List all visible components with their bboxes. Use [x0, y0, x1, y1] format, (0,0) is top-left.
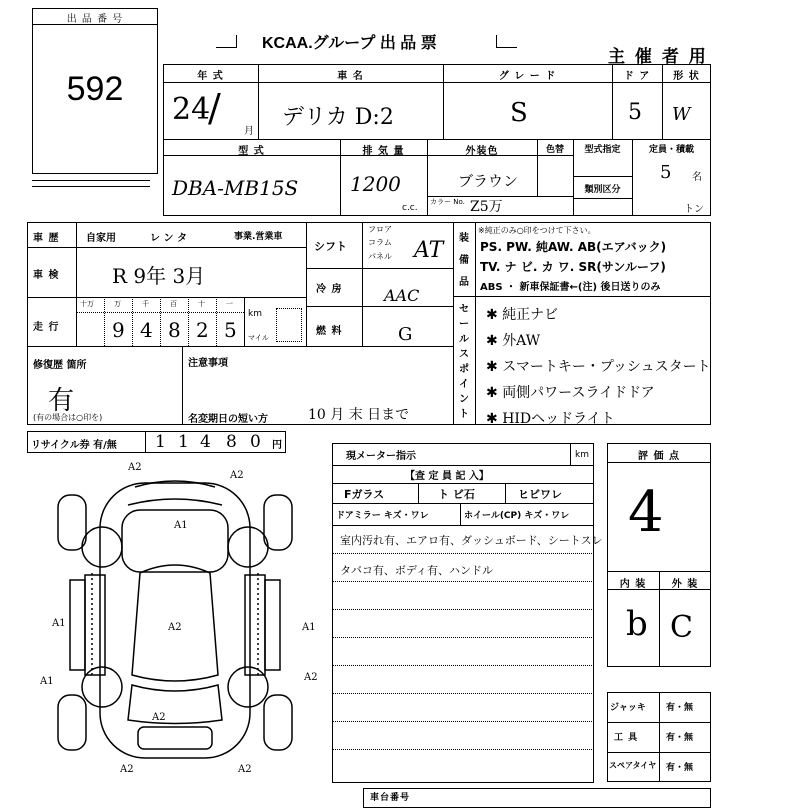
- shape-value: W: [672, 104, 691, 125]
- car-name: デリカ D:2: [282, 105, 394, 130]
- recycle-digit: 4: [200, 432, 211, 452]
- displacement-value: 1200: [350, 172, 401, 196]
- recycle-digit: 0: [250, 432, 261, 452]
- damage-mark: A2: [230, 470, 244, 481]
- recycle-digit: 1: [155, 432, 166, 452]
- mileage-digit: 9: [112, 318, 125, 342]
- damage-mark: A1: [174, 520, 188, 531]
- deadline-value: 10 月 末 日まで: [308, 407, 410, 423]
- exterior-grade: C: [670, 610, 693, 645]
- selling-point: ✱ スマートキー・プッシュスタート: [486, 359, 711, 375]
- doors-value: 5: [628, 100, 642, 125]
- interior-grade: b: [626, 604, 648, 644]
- damage-mark: A2: [128, 462, 142, 473]
- damage-mark: A2: [168, 622, 182, 633]
- repair-value: 有: [48, 386, 75, 416]
- grade-score: 4: [628, 480, 664, 545]
- capacity-value: 5: [660, 162, 672, 183]
- model-value: DBA-MB15S: [172, 176, 299, 200]
- selling-point: ✱ 両側パワースライドドア: [486, 385, 655, 401]
- selling-point: ✱ 外AW: [486, 333, 541, 349]
- shaken-value: R 9年 3月: [112, 264, 206, 288]
- selling-point: ✱ HIDヘッドライト: [486, 411, 615, 427]
- damage-mark: A1: [40, 676, 54, 687]
- exterior-color: ブラウン: [458, 172, 519, 190]
- fuel-value: G: [398, 324, 413, 345]
- year-value: 24: [172, 92, 211, 127]
- lot-number: 592: [66, 70, 124, 108]
- car-diagram: [40, 465, 325, 785]
- damage-mark: A2: [304, 672, 318, 683]
- mileage-digit: 4: [140, 318, 153, 342]
- damage-mark: A1: [302, 622, 316, 633]
- damage-mark: A2: [152, 712, 166, 723]
- lot-label: 出 品 番 号: [66, 14, 124, 25]
- inspection-comment: タバコ有、ボディ有、ハンドル: [340, 564, 494, 577]
- recycle-digit: 8: [226, 432, 237, 452]
- organizer-label: 主 催 者 用: [608, 47, 708, 67]
- form-title: KCAA.グループ 出 品 票: [262, 35, 437, 52]
- mileage-digit: 2: [196, 318, 209, 342]
- inspection-comment: 室内汚れ有、エアロ有、ダッシュボード、シートスレ: [340, 534, 603, 547]
- auction-sheet: 出 品 番 号 592 KCAA.グループ 出 品 票 主 催 者 用 年 式 車 名 グ レ ー ド ド ア 形 状 24 / 月 デリカ D:2 S 5 W 型 式 排 気 量 外装色 色替 型式指定 定員・積載 DBA-MB15S 1200 c.c. ブラウン カラー No. Z5万 類別区分 5 名 トン 車 歴 自家用 レ ン タ 事業.営業車 車 検 R 9年 3月 走 行 十万 万 千 百 十 一 9 4 8 2 5 km マイル シフト フロア コラム パネル AT 冷 房 AAC 燃 料 G 装 備 品 ※純正のみ○印をつけて下さい。 PS. PW. 純AW. AB(エアバック) TV. ナ ビ. カ ワ. SR(サンルーフ) ABS ・ 新車保証書←(注) 後日送りのみ セールスポイント ✱ 純正ナビ ✱ 外AW ✱ スマートキー・プッシュスタート ✱ 両側パワースライドドア ✱ HIDヘッドライト 修復歴 箇所 有 (有の場合は○印を) 注意事項 名変期日の短い方 10 月 末 日まで リサイクル券 有/無 1 1 4 8 0 円 A2 A2 A1 A2 A1 A1 A1 A2 A2 A2 A2 現メーター指示 km 【査 定 員 記 入】 Fガラス ト ビ石 ヒビワレ ドアミラー キズ・ワレ ホイール(CP) キズ・ワレ 室内汚れ有、エアロ有、ダッシュボード、シートスレ タバコ有、ボディ有、ハンドル 評 価 点 4 内 装 外 装 b C ジャッキ 工 具 スペアタイヤ 有・無 有・無 有・無 車台番号: [0, 0, 800, 800]
- color-number: Z5万: [470, 199, 503, 215]
- damage-mark: A2: [238, 764, 252, 775]
- shift-value: AT: [414, 238, 444, 263]
- recycle-digit: 1: [178, 432, 189, 452]
- damage-mark: A1: [52, 618, 66, 629]
- grade-value: S: [510, 98, 528, 128]
- mileage-digit: 5: [224, 318, 237, 342]
- damage-mark: A2: [120, 764, 134, 775]
- ac-value: AAC: [384, 286, 420, 305]
- mileage-digit: 8: [168, 318, 181, 342]
- selling-point: ✱ 純正ナビ: [486, 307, 559, 323]
